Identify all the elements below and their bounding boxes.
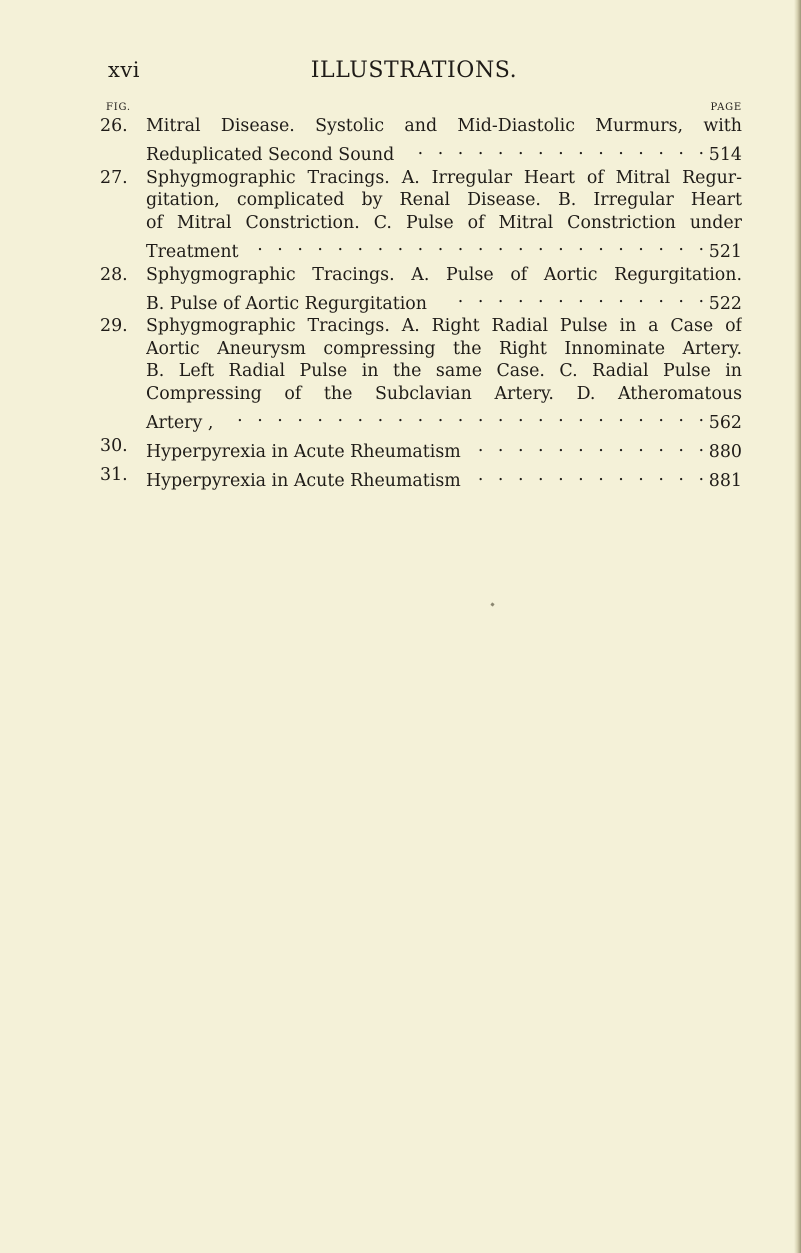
page-reference: 521: [708, 241, 742, 262]
caption-last-line: [146, 435, 742, 464]
figure-number: 28.: [100, 264, 128, 285]
page-reference: 881: [708, 471, 742, 492]
illustration-entry: [100, 167, 742, 264]
dot-leader: [479, 435, 704, 458]
dot-leader: [479, 464, 704, 487]
caption-last-line: [146, 138, 742, 167]
figure-number: 29.: [100, 316, 128, 337]
caption-line: B. Pulse of Aortic Regurgitation: [146, 293, 427, 314]
illustration-entry: [100, 435, 742, 464]
running-head: [88, 58, 740, 92]
figure-number: 26.: [100, 116, 128, 136]
caption-line: Aortic Aneurysm compressing the Right Innominate Artery.: [146, 338, 742, 359]
caption-last-line: [146, 286, 742, 315]
page-column-heading: PAGE: [710, 102, 742, 113]
page-edge: [794, 0, 801, 1253]
page-reference: 562: [708, 412, 742, 433]
caption-line: Artery ,: [146, 412, 214, 433]
caption-line: Compressing of the Subclavian Artery. D. Atheromatous: [146, 383, 742, 404]
illustrations-list: [100, 115, 742, 493]
caption-last-line: [146, 405, 742, 434]
illustration-entry: [100, 264, 742, 316]
caption-line: Treatment: [146, 241, 239, 262]
figure-number: 27.: [100, 167, 128, 188]
dot-leader: [257, 234, 704, 257]
caption-line: Sphygmographic Tracings. A. Irregular Heart of Mitral Regur-: [146, 167, 742, 188]
caption-last-line: [146, 464, 742, 493]
fig-column-heading: FIG.: [106, 102, 131, 113]
caption-line: of Mitral Constriction. C. Pulse of Mitral Constriction under: [146, 212, 742, 233]
caption-line: Reduplicated Second Sound: [146, 145, 395, 165]
dot-leader: [445, 286, 704, 309]
figure-number: 31.: [100, 464, 128, 485]
caption-line: gitation, complicated by Renal Disease. B. Irregular Heart: [146, 190, 742, 211]
paper-speck: [490, 602, 494, 606]
caption-line: B. Left Radial Pulse in the same Case. C. Radial Pulse in: [146, 361, 742, 382]
caption-line: Sphygmographic Tracings. A. Right Radial Pulse in a Case of: [146, 316, 742, 337]
dot-leader: [412, 138, 704, 161]
caption-line: Mitral Disease. Systolic and Mid-Diastolic Murmurs, with: [146, 116, 742, 136]
page-reference: 880: [708, 442, 742, 463]
caption-last-line: [146, 234, 742, 263]
caption-line: Hyperpyrexia in Acute Rheumatism: [146, 442, 461, 463]
illustration-entry: [100, 315, 742, 434]
caption-line: Sphygmographic Tracings. A. Pulse of Aortic Regurgitation.: [146, 264, 742, 285]
illustration-entry: [100, 464, 742, 493]
column-headings: [106, 102, 742, 116]
illustration-entry: [100, 115, 742, 167]
page-title: ILLUSTRATIONS.: [310, 58, 518, 83]
caption-line: Hyperpyrexia in Acute Rheumatism: [146, 471, 461, 492]
page-reference: 514: [708, 145, 742, 165]
page-number: xvi: [108, 58, 140, 82]
dot-leader: [231, 405, 704, 428]
figure-number: 30.: [100, 435, 128, 456]
page-reference: 522: [708, 293, 742, 314]
